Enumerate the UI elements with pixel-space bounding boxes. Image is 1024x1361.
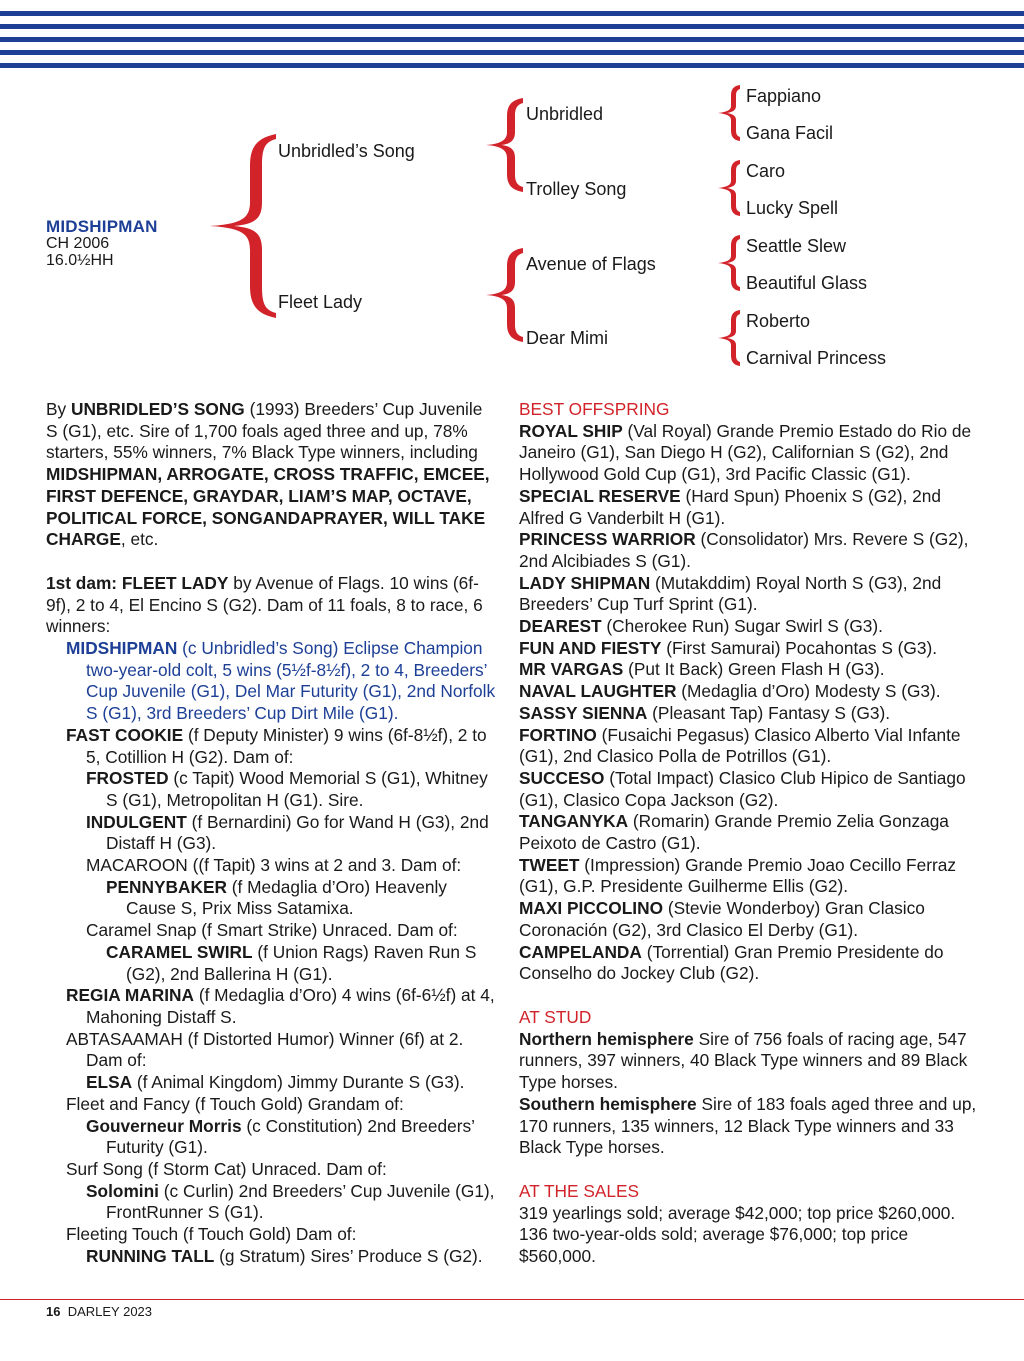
southern-text: Sire of 183 foals aged three and up, 170 runners, 135 winners, 12 Black Type winners and 33 Black Type horses. bbox=[519, 1093, 977, 1158]
produce-entry-text: (c Curlin) 2nd Breeders’ Cup Juvenile (G1), FrontRunner S (G1). bbox=[106, 1180, 495, 1223]
pedigree-dam-dam: Dear Mimi bbox=[526, 328, 609, 348]
southern-label: Southern hemisphere bbox=[519, 1093, 697, 1114]
produce-entry bbox=[46, 1029, 498, 1072]
produce-entry-text: Fleet and Fancy (f Touch Gold) Grandam of: bbox=[66, 1093, 404, 1114]
best-offspring-name: FORTINO bbox=[519, 724, 597, 745]
best-offspring-entry bbox=[519, 638, 979, 660]
produce-entry-text: (f Bernardini) Go for Wand H (G3), 2nd Distaff H (G3). bbox=[106, 811, 489, 854]
best-offspring-heading: BEST OFFSPRING bbox=[519, 399, 670, 419]
produce-entry-text: (f Medaglia d’Oro) Heavenly Cause S, Prix Miss Satamixa. bbox=[126, 876, 447, 919]
best-offspring-text: (First Samurai) Pocahontas S (G3). bbox=[661, 637, 938, 658]
produce-entry-text: (c Constitution) 2nd Breeders’ Futurity (G1). bbox=[106, 1115, 475, 1158]
best-offspring-name: MAXI PICCOLINO bbox=[519, 898, 664, 919]
footer bbox=[46, 1304, 152, 1319]
pedigree-gen3-4: Lucky Spell bbox=[746, 198, 839, 218]
right-column bbox=[519, 399, 979, 1268]
best-offspring-entry bbox=[519, 616, 979, 638]
best-offspring-entry bbox=[519, 529, 979, 572]
best-offspring-text: (Hard Spun) Phoenix S (G2), 2nd Alfred G Vanderbilt H (G1). bbox=[519, 485, 941, 528]
dam-text: by Avenue of Flags. 10 wins (6f-9f), 2 to 4, El Encino S (G2). Dam of 11 foals, 8 to race, 6 winners: bbox=[46, 572, 483, 637]
produce-entry bbox=[46, 1072, 498, 1094]
produce-entry-name: PENNYBAKER bbox=[106, 876, 227, 897]
best-offspring-entry bbox=[519, 659, 979, 681]
sire-notable-offspring: MIDSHIPMAN, ARROGATE, CROSS TRAFFIC, EMCEE, FIRST DEFENCE, GRAYDAR, LIAM’S MAP, OCTAVE, POLITICAL FORCE, SONGANDAPRAYER, WILL TAKE CHARGE bbox=[46, 464, 490, 550]
best-offspring-list bbox=[519, 421, 979, 985]
pedigree-chart bbox=[0, 80, 1024, 380]
by-label: By bbox=[46, 399, 71, 419]
produce-entry-name: ELSA bbox=[86, 1072, 133, 1093]
produce-entry-name: INDULGENT bbox=[86, 811, 187, 832]
produce-entry bbox=[46, 812, 498, 855]
horse-color-year: CH 2006 bbox=[46, 235, 110, 252]
brace-sire-side bbox=[483, 96, 525, 194]
dam-label: 1st dam: bbox=[46, 572, 122, 593]
produce-entry bbox=[46, 877, 498, 920]
best-offspring-text: (Val Royal) Grande Premio Estado do Rio de Janeiro (G1), San Diego H (G2), Californian S (G2), 2nd Hollywood Gold Cup (G1), 3rd Pacific Classic (G1). bbox=[519, 420, 972, 485]
best-offspring-name: FUN AND FIESTY bbox=[519, 637, 662, 658]
header-stripes bbox=[0, 0, 1024, 70]
produce-list bbox=[46, 638, 498, 1267]
best-offspring-text: (Mutakddim) Royal North S (G3), 2nd Breeders’ Cup Turf Sprint (G1). bbox=[519, 572, 942, 615]
pedigree-dam: Fleet Lady bbox=[278, 292, 363, 312]
produce-entry-name: CARAMEL SWIRL bbox=[106, 941, 253, 962]
stripe bbox=[0, 11, 1024, 16]
produce-entry bbox=[46, 855, 498, 877]
produce-entry-name: FROSTED bbox=[86, 768, 169, 789]
best-offspring-name: SUCCESO bbox=[519, 767, 605, 788]
produce-entry-text: (c Unbridled’s Song) Eclipse Champion two-year-old colt, 5 wins (5½f-8½f), 2 to 4, Breeders’ Cup Juvenile (G1), Del Mar Futurity (G1), 2nd Norfolk S (G1), 3rd Breeders’ Cup Dirt Mile (G1). bbox=[86, 638, 496, 724]
at-the-sales-heading: AT THE SALES bbox=[519, 1180, 640, 1201]
best-offspring-name: CAMPELANDA bbox=[519, 941, 642, 962]
pedigree-gen3-1: Fappiano bbox=[746, 86, 822, 106]
best-offspring-entry bbox=[519, 421, 979, 486]
produce-entry-name: RUNNING TALL bbox=[86, 1245, 215, 1266]
best-offspring-text: (Torrential) Gran Premio Presidente do Conselho do Jockey Club (G2). bbox=[519, 941, 944, 984]
brace-gen3-1 bbox=[716, 84, 742, 142]
pedigree-sire-sire: Unbridled bbox=[526, 104, 604, 124]
produce-entry-text: ABTASAAMAH (f Distorted Humor) Winner (6f) at 2. Dam of: bbox=[66, 1028, 464, 1071]
produce-entry-text: MACAROON ((f Tapit) 3 wins at 2 and 3. Dam of: bbox=[86, 855, 462, 876]
best-offspring-entry bbox=[519, 855, 979, 898]
brace-gen3-4 bbox=[716, 309, 742, 367]
northern-label: Northern hemisphere bbox=[519, 1028, 694, 1049]
northern-text: Sire of 756 foals of racing age, 547 runners, 397 winners, 40 Black Type winners and 89 Black Type horses. bbox=[519, 1028, 968, 1093]
produce-entry-text: Fleeting Touch (f Touch Gold) Dam of: bbox=[66, 1224, 357, 1245]
produce-entry-text: (f Deputy Minister) 9 wins (6f-8½f), 2 to 5, Cotillion H (G2). Dam of: bbox=[86, 724, 487, 767]
produce-entry-name: MIDSHIPMAN bbox=[66, 638, 178, 659]
best-offspring-text: (Put It Back) Green Flash H (G3). bbox=[623, 659, 885, 680]
dam-summary bbox=[46, 573, 498, 638]
best-offspring-name: SASSY SIENNA bbox=[519, 702, 648, 723]
horse-height: 16.0½HH bbox=[46, 252, 114, 269]
produce-entry bbox=[46, 1159, 498, 1181]
pedigree-gen3-7: Roberto bbox=[746, 311, 811, 331]
produce-entry-text: (f Animal Kingdom) Jimmy Durante S (G3). bbox=[132, 1072, 465, 1093]
best-offspring-name: MR VARGAS bbox=[519, 659, 624, 680]
produce-entry-text: (f Union Rags) Raven Run S (G2), 2nd Ballerina H (G1). bbox=[126, 941, 477, 984]
best-offspring-text: (Pleasant Tap) Fantasy S (G3). bbox=[647, 702, 891, 723]
southern-hemisphere-stats bbox=[519, 1094, 979, 1159]
produce-entry bbox=[46, 725, 498, 768]
produce-entry bbox=[46, 1246, 498, 1268]
stripe bbox=[0, 37, 1024, 42]
produce-entry bbox=[46, 638, 498, 725]
stripe bbox=[0, 63, 1024, 68]
pedigree-sire-dam: Trolley Song bbox=[526, 179, 627, 199]
sire-name: UNBRIDLED’S SONG bbox=[70, 399, 245, 419]
brace-gen3-3 bbox=[716, 234, 742, 292]
produce-entry bbox=[46, 920, 498, 942]
best-offspring-entry bbox=[519, 768, 979, 811]
produce-entry bbox=[46, 1224, 498, 1246]
northern-hemisphere-stats bbox=[519, 1029, 979, 1094]
produce-entry-name: REGIA MARINA bbox=[66, 985, 195, 1006]
best-offspring-text: (Fusaichi Pegasus) Clasico Alberto Vial Infante (G1), 2nd Clasico Polla de Potrillos (G1). bbox=[519, 724, 961, 767]
horse-name: MIDSHIPMAN bbox=[46, 217, 158, 236]
left-column bbox=[46, 399, 498, 1267]
best-offspring-text: (Medaglia d’Oro) Modesty S (G3). bbox=[676, 681, 941, 702]
stripe bbox=[0, 24, 1024, 29]
best-offspring-entry bbox=[519, 811, 979, 854]
brace-dam-side bbox=[483, 246, 525, 344]
produce-entry bbox=[46, 1116, 498, 1159]
produce-entry-text: Surf Song (f Storm Cat) Unraced. Dam of: bbox=[66, 1158, 387, 1179]
dam-name: FLEET LADY bbox=[121, 572, 229, 593]
page-number: 16 bbox=[46, 1304, 61, 1319]
brace-gen3-2 bbox=[716, 159, 742, 217]
publication-name: DARLEY 2023 bbox=[67, 1304, 153, 1319]
produce-entry-text: Caramel Snap (f Smart Strike) Unraced. Dam of: bbox=[86, 920, 458, 941]
best-offspring-entry bbox=[519, 725, 979, 768]
produce-entry bbox=[46, 1094, 498, 1116]
best-offspring-name: SPECIAL RESERVE bbox=[519, 485, 681, 506]
best-offspring-name: TANGANYKA bbox=[519, 811, 629, 832]
footer-rule bbox=[0, 1299, 1024, 1300]
best-offspring-text: (Consolidator) Mrs. Revere S (G2), 2nd Alcibiades S (G1). bbox=[519, 529, 969, 571]
sire-text-end: , etc. bbox=[120, 529, 159, 550]
pedigree-sire: Unbridled’s Song bbox=[278, 141, 415, 161]
best-offspring-entry bbox=[519, 486, 979, 529]
pedigree-gen3-5: Seattle Slew bbox=[746, 236, 847, 256]
produce-entry-text: (g Stratum) Sires’ Produce S (G2). bbox=[214, 1245, 483, 1266]
produce-entry bbox=[46, 768, 498, 811]
best-offspring-entry bbox=[519, 898, 979, 941]
best-offspring-text: (Cherokee Run) Sugar Swirl S (G3). bbox=[601, 616, 883, 637]
best-offspring-text: (Stevie Wonderboy) Gran Clasico Coronación (G2), 3rd Clasico El Derby (G1). bbox=[519, 898, 925, 940]
best-offspring-text: (Impression) Grande Premio Joao Cecillo Ferraz (G1), G.P. Presidente Guilherme Ellis (G2). bbox=[519, 854, 956, 897]
produce-entry bbox=[46, 985, 498, 1028]
produce-entry bbox=[46, 942, 498, 985]
pedigree-gen3-6: Beautiful Glass bbox=[746, 273, 868, 293]
pedigree-gen3-3: Caro bbox=[746, 161, 786, 181]
sales-yearlings: 319 yearlings sold; average $42,000; top price $260,000. bbox=[519, 1202, 956, 1223]
sales-two-year-olds: 136 two-year-olds sold; average $76,000; top price $560,000. bbox=[519, 1224, 909, 1267]
best-offspring-name: LADY SHIPMAN bbox=[519, 572, 651, 593]
best-offspring-name: ROYAL SHIP bbox=[519, 420, 623, 441]
sire-text: (1993) Breeders’ Cup Juvenile S (G1), etc. Sire of 1,700 foals aged three and up, 78% starters, 55% winners, 7% Black Type winners, including bbox=[46, 399, 483, 463]
pedigree-dam-sire: Avenue of Flags bbox=[526, 254, 656, 274]
brace-gen1 bbox=[204, 132, 278, 320]
best-offspring-text: (Romarin) Grande Premio Zelia Gonzaga Peixoto de Castro (G1). bbox=[519, 811, 949, 854]
best-offspring-entry bbox=[519, 681, 979, 703]
produce-entry-name: Gouverneur Morris bbox=[86, 1115, 242, 1136]
best-offspring-name: DEAREST bbox=[519, 616, 602, 637]
produce-entry bbox=[46, 1181, 498, 1224]
best-offspring-entry bbox=[519, 942, 979, 985]
produce-entry-name: Solomini bbox=[86, 1180, 159, 1201]
sire-summary bbox=[46, 399, 498, 551]
best-offspring-name: NAVAL LAUGHTER bbox=[519, 681, 677, 702]
stripe bbox=[0, 50, 1024, 55]
best-offspring-text: (Total Impact) Clasico Club Hipico de Santiago (G1), Clasico Copa Jackson (G2). bbox=[519, 767, 966, 810]
pedigree-gen3-8: Carnival Princess bbox=[746, 348, 887, 368]
at-stud-heading: AT STUD bbox=[519, 1006, 592, 1027]
pedigree-gen3-2: Gana Facil bbox=[746, 123, 834, 143]
produce-entry-text: (f Medaglia d’Oro) 4 wins (6f-6½f) at 4, Mahoning Distaff S. bbox=[86, 985, 495, 1027]
best-offspring-name: TWEET bbox=[519, 854, 580, 875]
best-offspring-entry bbox=[519, 573, 979, 616]
produce-entry-name: FAST COOKIE bbox=[66, 724, 184, 745]
best-offspring-name: PRINCESS WARRIOR bbox=[519, 529, 696, 550]
produce-entry-text: (c Tapit) Wood Memorial S (G1), Whitney S (G1), Metropolitan H (G1). Sire. bbox=[106, 768, 488, 810]
best-offspring-entry bbox=[519, 703, 979, 725]
